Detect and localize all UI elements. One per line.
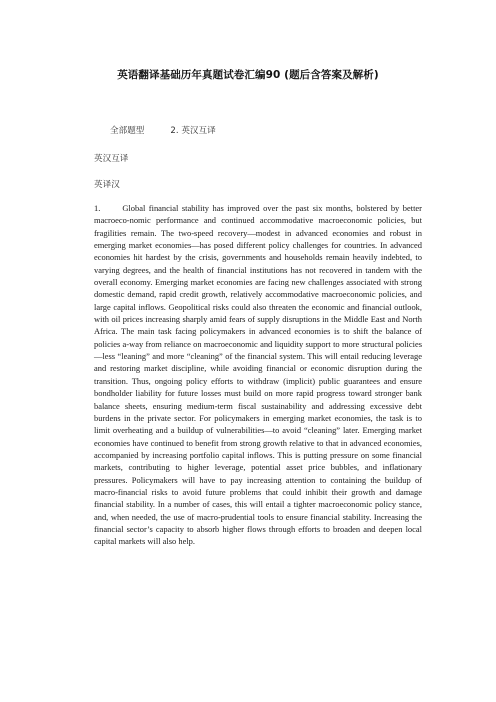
question-text: Global financial stability has improved over the past six months, bolstered by better macroeco-nomic performance and continued accommodative macroeconomic policies, but fragilities remain. The two-speed recovery—modest in advanced economies and robust in emerging market economies—has posed different policy challenges for countries. In advanced economies hit hardest by the crisis, governments and households remain heavily indebted, to varying degrees, and the health of financial institutions has not recovered in tandem with the overall economy. Emerging market economies are facing new challenges associated with strong domestic demand, rapid credit growth, relatively accommodative macroeconomic policies, and large capital inflows. Geopolitical risks could also threaten the economic and financial outlook, with oil prices increasing sharply amid fears of supply disruptions in the Middle East and North Africa. The main task facing policymakers in advanced economies is to shift the balance of policies a-way from reliance on macroeconomic and liquidity support to more structural policies—less “leaning” and more “cleaning” of the financial system. This will entail reducing leverage and restoring market discipline, while avoiding financial or economic disruption during the transition. Thus, ongoing policy efforts to withdraw (implicit) public guarantees and ensure bondholder liability for future losses must build on more rapid progress toward stronger bank balance sheets, ensuring medium-term fiscal sustainability and addressing excessive debt burdens in the private sector. For policymakers in emerging market economies, the task is to limit overheating and a buildup of vulnerabilities—to avoid “cleaning” later. Emerging market economies have continued to benefit from strong growth relative to that in advanced economies, accompanied by increasing portfolio capital inflows. This is putting pressure on some financial markets, contributing to higher leverage, potential asset price bubbles, and inflationary pressures. Policymakers will have to pay increasing attention to containing the buildup of macro-financial risks to avoid future problems that could inhibit their growth and damage financial stability. In a number of cases, this will entail a tighter macroeconomic policy stance, and, when needed, the use of macro-prudential tools to ensure financial stability. Increasing the financial sector’s capacity to absorb higher flows through efforts to broaden and deepen local capital markets will also help. [94,203,422,547]
question-number: 1. [94,203,101,213]
document-title: 英语翻译基础历年真题试卷汇编90 (题后含答案及解析) [117,69,379,81]
question-type-row [110,124,216,136]
scope-label: 全部题型 [110,126,145,136]
subsection-heading: 英译汉 [94,180,120,190]
question-type-label: 2. 英汉互译 [170,126,216,136]
section-heading: 英汉互译 [94,154,129,164]
question-passage [94,202,422,548]
